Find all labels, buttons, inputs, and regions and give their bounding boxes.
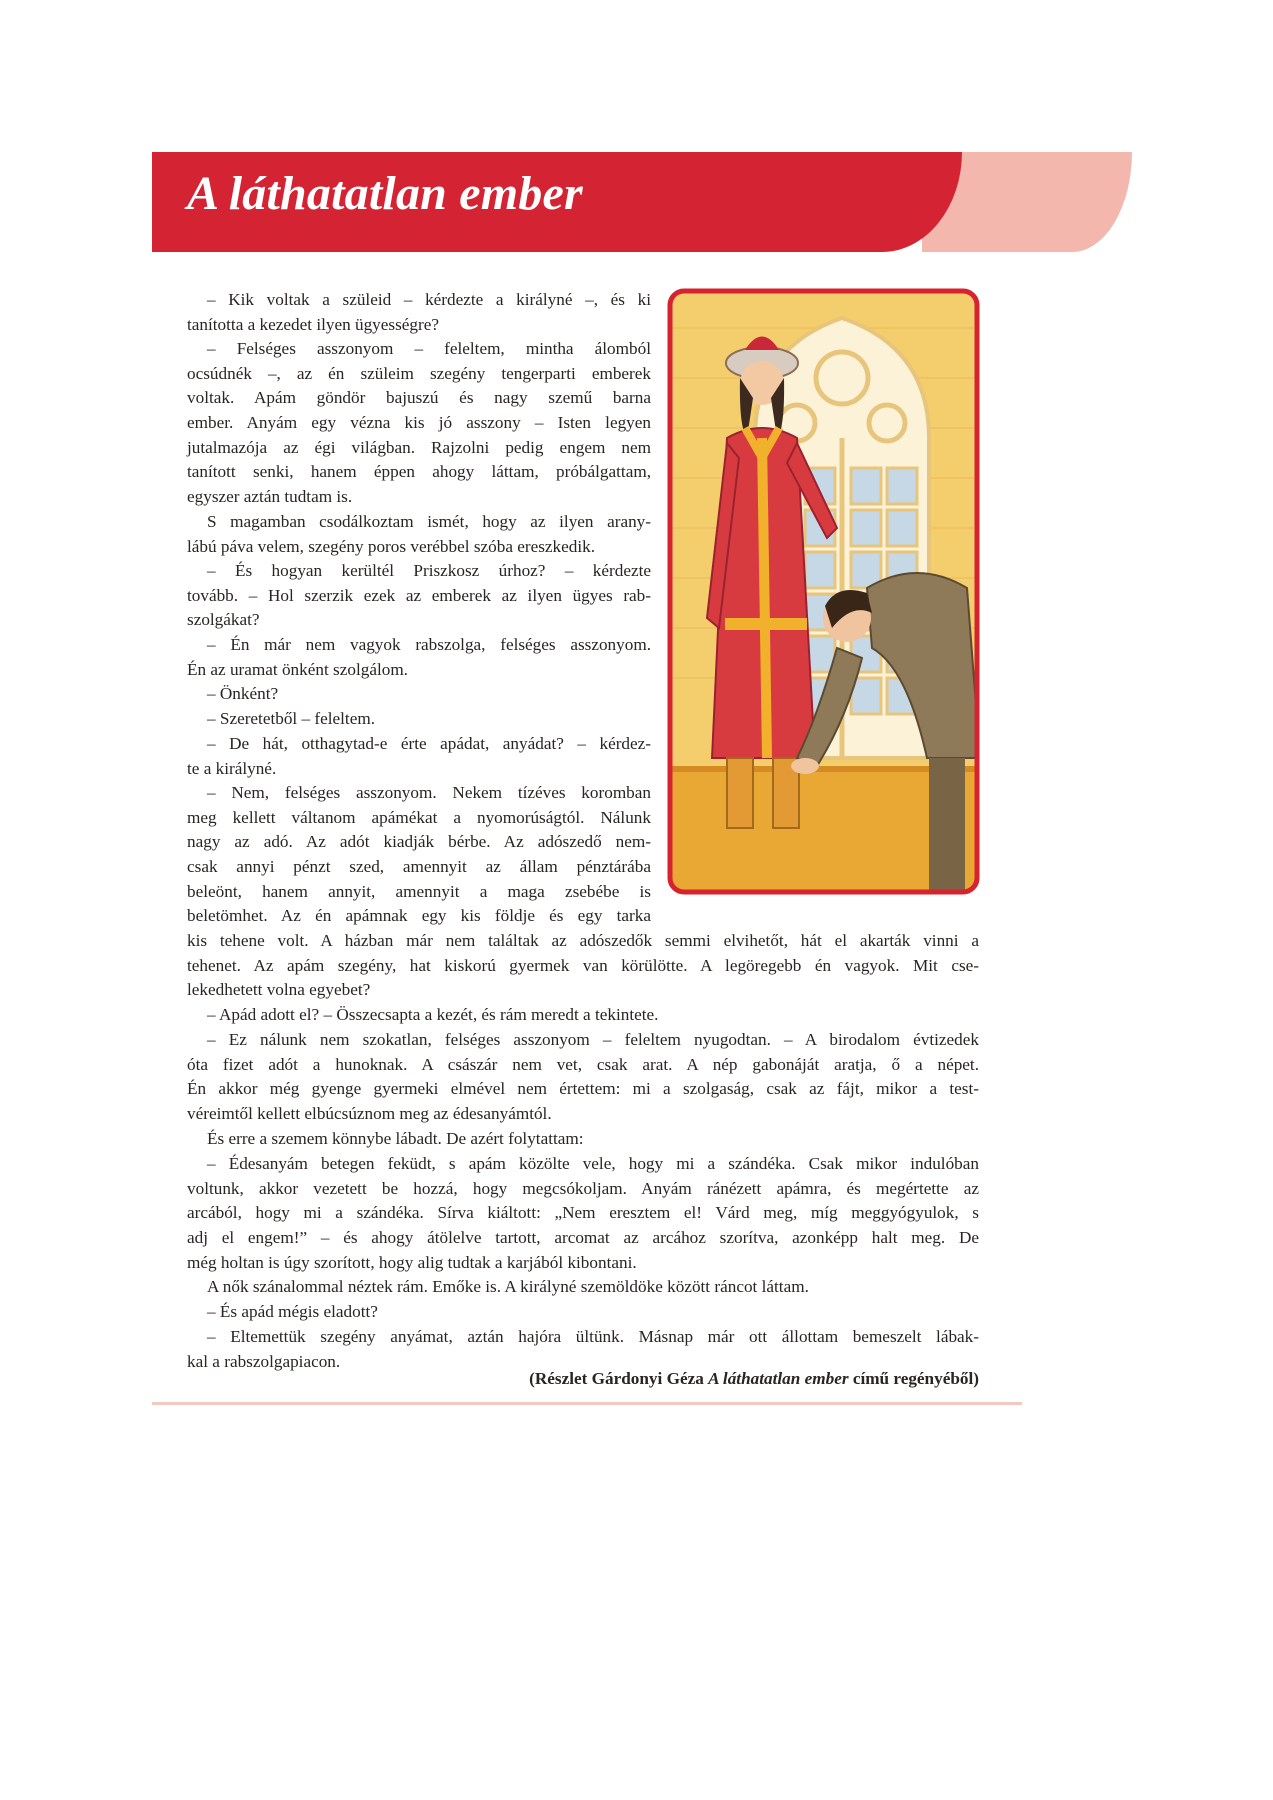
- text-line: ocsúdnék –, az én szüleim szegény tengerparti emberek: [187, 363, 651, 383]
- text-line: – Ez nálunk nem szokatlan, felséges asszonyom – feleltem nyugodtan. – A birodalom évtizedek: [207, 1030, 979, 1049]
- text-line: tanította a kezedet ilyen ügyességre?: [187, 314, 439, 334]
- paragraph: [187, 1127, 979, 1152]
- paragraph: [187, 1325, 979, 1374]
- paragraph: [187, 288, 651, 337]
- text-line: adj el engem!” – és ahogy átölelve tartott, arcomat az arcához szorítva, azonképp halt meg. De: [187, 1228, 979, 1248]
- text-line: – Eltemettük szegény anyámat, aztán hajóra ültünk. Másnap már ott állottam bemeszelt lábak-: [207, 1327, 979, 1346]
- text-line: És erre a szemem könnybe lábadt. De azért folytattam:: [207, 1129, 584, 1148]
- illustration-queen-and-bowing-boy: [667, 288, 980, 895]
- text-line: A nők szánalommal néztek rám. Emőke is. A királyné szemöldöke között ráncot láttam.: [207, 1277, 809, 1296]
- text-line: – Édesanyám betegen feküdt, s apám közölte vele, hogy mi a szándéka. Csak mikor indulóban: [207, 1154, 979, 1173]
- text-line: Én akkor még gyenge gyermeki elmével nem értettem: mi a szolgaság, csak az fájt, mikor a test-: [187, 1079, 979, 1099]
- text-line: – Én már nem vagyok rabszolga, felséges asszonyom.: [207, 635, 651, 654]
- text-line: tovább. – Hol szerzik ezek az emberek az ilyen ügyes rab-: [187, 585, 651, 605]
- text-line: beleönt, hanem annyit, amennyit a maga zsebébe is: [187, 881, 651, 901]
- paragraph: [187, 929, 979, 1003]
- banner-ribbon: [152, 152, 962, 252]
- bottom-divider: [152, 1402, 1022, 1405]
- paragraph: [187, 633, 651, 682]
- text-line: – Apád adott el? – Összecsapta a kezét, és rám meredt a tekintete.: [207, 1005, 659, 1024]
- title-banner: [152, 152, 978, 252]
- text-line: – Önként?: [207, 684, 279, 703]
- text-line: meg kellett váltanom apámékat a nyomorúságtól. Nálunk: [187, 807, 651, 827]
- text-line: voltak. Apám göndör bajuszú és nagy szemű barna: [187, 388, 651, 408]
- text-line: nagy az adó. Az adót kiadják bérbe. Az adószedő nem-: [187, 832, 651, 852]
- paragraph: [187, 1003, 979, 1028]
- text-line: tanított senki, hanem éppen ahogy láttam, próbálgattam,: [187, 462, 651, 482]
- text-line: egyszer aztán tudtam is.: [187, 487, 353, 507]
- paragraph: [187, 510, 651, 559]
- text-line: óta fizet adót a hunoknak. A császár nem vet, csak arat. A nép gabonáját aratja, ő a népet.: [187, 1054, 979, 1074]
- work-title: A láthatatlan ember: [708, 1369, 849, 1388]
- text-line: – És apád mégis eladott?: [207, 1302, 378, 1321]
- text-line: Én az uramat önként szolgálom.: [187, 659, 408, 679]
- paragraph: [187, 1152, 979, 1275]
- paragraph: [187, 1300, 979, 1325]
- paragraph: [187, 559, 651, 633]
- text-line: lábú páva velem, szegény poros verébbel szóba ereszkedik.: [187, 536, 596, 556]
- page-title: A láthatatlan ember: [187, 167, 583, 220]
- text-line: – Szeretetből – feleltem.: [207, 709, 375, 728]
- text-line: – Nem, felséges asszonyom. Nekem tízéves koromban: [207, 783, 651, 802]
- paragraph: [187, 682, 651, 707]
- paragraph: [187, 732, 651, 781]
- text-line: S magamban csodálkoztam ismét, hogy az ilyen arany-: [207, 512, 651, 531]
- text-line: jutalmazója az égi világban. Rajzolni pedig engem nem: [187, 437, 651, 457]
- source-credit: (Részlet Gárdonyi Géza A láthatatlan ember című regényéből): [529, 1369, 979, 1388]
- text-line: kis tehene volt. A házban már nem találtak az adószedők semmi elvihetőt, hát el akarták vinni a: [187, 931, 979, 950]
- text-line: kal a rabszolgapiacon.: [187, 1351, 341, 1371]
- text-line: voltunk, akkor vezetett be hozzá, hogy megcsókoljam. Anyám ránézett apámra, és megértette az: [187, 1178, 979, 1198]
- text-line: szolgákat?: [187, 610, 260, 630]
- text-line: arcából, hogy mi a szándéka. Sírva kiáltott: „Nem eresztem el! Várd meg, míg meggyógyulok, s: [187, 1203, 979, 1223]
- text-line: – De hát, otthagytad-e érte apádat, anyádat? – kérdez-: [207, 734, 651, 753]
- text-line: véreimtől kellett elbúcsúznom meg az édesanyámtól.: [187, 1104, 552, 1124]
- paragraph: [187, 781, 651, 929]
- text-line: beletömhet. Az én apámnak egy kis földje és egy tarka: [187, 906, 651, 926]
- paragraph: [187, 337, 651, 510]
- text-line: ember. Anyám egy vézna kis jó asszony – Isten legyen: [187, 413, 651, 433]
- text-line: – Felséges asszonyom – feleltem, mintha álomból: [207, 339, 651, 358]
- paragraph: [187, 707, 651, 732]
- text-line: csak annyi pénzt szed, amennyit az állam pénztárába: [187, 857, 651, 877]
- text-line: még holtan is úgy szorított, hogy alig tudtak a karjából kibontani.: [187, 1252, 637, 1272]
- text-line: lekedhetett volna egyebet?: [187, 980, 371, 1000]
- paragraph: [187, 1028, 979, 1127]
- text-line: – Kik voltak a szüleid – kérdezte a királyné –, és ki: [207, 290, 651, 309]
- paragraph: [187, 1275, 979, 1300]
- text-line: te a királyné.: [187, 758, 277, 778]
- text-line: tehenet. Az apám szegény, hat kiskorú gyermek van körülötte. A legöregebb én vagyok. Mit cse-: [187, 955, 979, 975]
- text-line: – És hogyan kerültél Priszkosz úrhoz? – kérdezte: [207, 561, 651, 580]
